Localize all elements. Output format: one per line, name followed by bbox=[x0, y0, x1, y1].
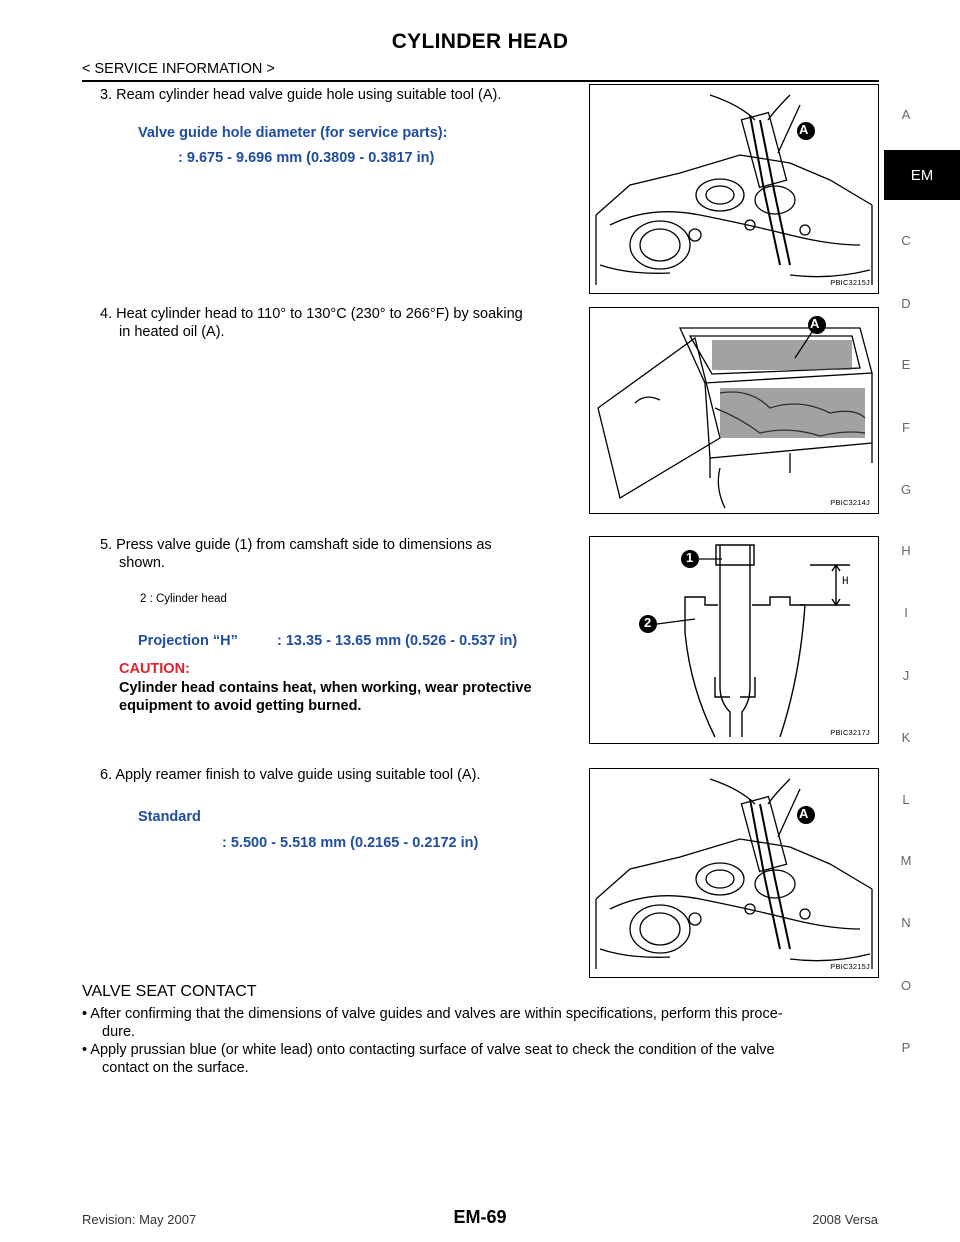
side-tab-e[interactable]: E bbox=[901, 357, 911, 372]
step-4-line-1: 4. Heat cylinder head to 110° to 130°C (230° to 266°F) by soaking bbox=[100, 306, 523, 322]
side-tab-n[interactable]: N bbox=[901, 915, 911, 930]
oil-bath-illustration bbox=[590, 308, 878, 513]
figure-code: PBIC3215J bbox=[830, 962, 870, 971]
reamer-illustration bbox=[590, 769, 878, 977]
caution-line-1: Cylinder head contains heat, when working, wear protective bbox=[119, 680, 532, 696]
bullet-1-line-2: dure. bbox=[102, 1024, 136, 1040]
section-heading-valve-seat-contact: VALVE SEAT CONTACT bbox=[82, 983, 257, 1000]
side-tab-em-active[interactable]: EM bbox=[884, 150, 960, 200]
step-3-spec-value: : 9.675 - 9.696 mm (0.3809 - 0.3817 in) bbox=[178, 150, 435, 166]
step-4-line-2: in heated oil (A). bbox=[119, 324, 225, 340]
page-title: CYLINDER HEAD bbox=[391, 30, 569, 53]
step-6-spec-label: Standard bbox=[138, 809, 201, 825]
valve-guide-figure bbox=[589, 536, 879, 744]
figure-code: PBIC3215J bbox=[830, 278, 870, 287]
header-divider bbox=[82, 80, 879, 82]
footer-revision: Revision: May 2007 bbox=[82, 1212, 197, 1227]
side-tab-j[interactable]: J bbox=[902, 668, 910, 683]
step-5-line-1: 5. Press valve guide (1) from camshaft side to dimensions as bbox=[100, 537, 492, 553]
callout-2-label: 2 bbox=[644, 615, 652, 630]
reamer-figure-1 bbox=[589, 84, 879, 294]
step-5-line-2: shown. bbox=[119, 555, 165, 571]
page-number: EM-69 bbox=[453, 1207, 507, 1227]
figure-code: PBIC3214J bbox=[830, 498, 870, 507]
step-3-spec-label: Valve guide hole diameter (for service parts): bbox=[138, 125, 448, 141]
callout-a-label: A bbox=[799, 806, 809, 821]
valve-guide-illustration bbox=[590, 537, 878, 743]
step-5-legend: 2 : Cylinder head bbox=[140, 593, 227, 605]
caution-label: CAUTION: bbox=[119, 661, 190, 677]
caution-line-2: equipment to avoid getting burned. bbox=[119, 698, 362, 714]
side-tab-p[interactable]: P bbox=[901, 1040, 911, 1055]
callout-a-label: A bbox=[810, 316, 820, 331]
side-tab-a[interactable]: A bbox=[901, 107, 911, 122]
reamer-figure-2 bbox=[589, 768, 879, 978]
figure-code: PBIC3217J bbox=[830, 728, 870, 737]
side-tab-l[interactable]: L bbox=[902, 792, 910, 807]
bullet-2-line-1: • Apply prussian blue (or white lead) onto contacting surface of valve seat to check the condition of the valve bbox=[82, 1042, 775, 1058]
side-tab-m[interactable]: M bbox=[900, 853, 912, 868]
side-tab-g[interactable]: G bbox=[900, 482, 912, 497]
oil-bath-figure bbox=[589, 307, 879, 514]
side-tab-c[interactable]: C bbox=[901, 233, 911, 248]
footer-model: 2008 Versa bbox=[812, 1212, 878, 1227]
bullet-1-line-1: • After confirming that the dimensions of valve guides and valves are within specifications, perform this proce- bbox=[82, 1006, 783, 1022]
bullet-2-line-2: contact on the surface. bbox=[102, 1060, 249, 1076]
side-tab-h[interactable]: H bbox=[901, 543, 911, 558]
dimension-h-label: H bbox=[842, 576, 849, 588]
side-tab-o[interactable]: O bbox=[900, 978, 912, 993]
side-tab-d[interactable]: D bbox=[901, 296, 911, 311]
side-tab-i[interactable]: I bbox=[904, 605, 908, 620]
step-6-spec-value: : 5.500 - 5.518 mm (0.2165 - 0.2172 in) bbox=[222, 835, 479, 851]
side-tab-f[interactable]: F bbox=[902, 420, 910, 435]
side-tab-k[interactable]: K bbox=[901, 730, 911, 745]
callout-a-label: A bbox=[799, 122, 809, 137]
step-3-text: 3. Ream cylinder head valve guide hole using suitable tool (A). bbox=[100, 87, 502, 103]
reamer-illustration bbox=[590, 85, 878, 293]
step-6-text: 6. Apply reamer finish to valve guide using suitable tool (A). bbox=[100, 767, 481, 783]
callout-1-label: 1 bbox=[686, 550, 694, 565]
step-5-spec-value: : 13.35 - 13.65 mm (0.526 - 0.537 in) bbox=[277, 633, 518, 649]
step-5-spec-label: Projection “H” bbox=[138, 633, 238, 649]
breadcrumb: < SERVICE INFORMATION > bbox=[82, 61, 275, 77]
